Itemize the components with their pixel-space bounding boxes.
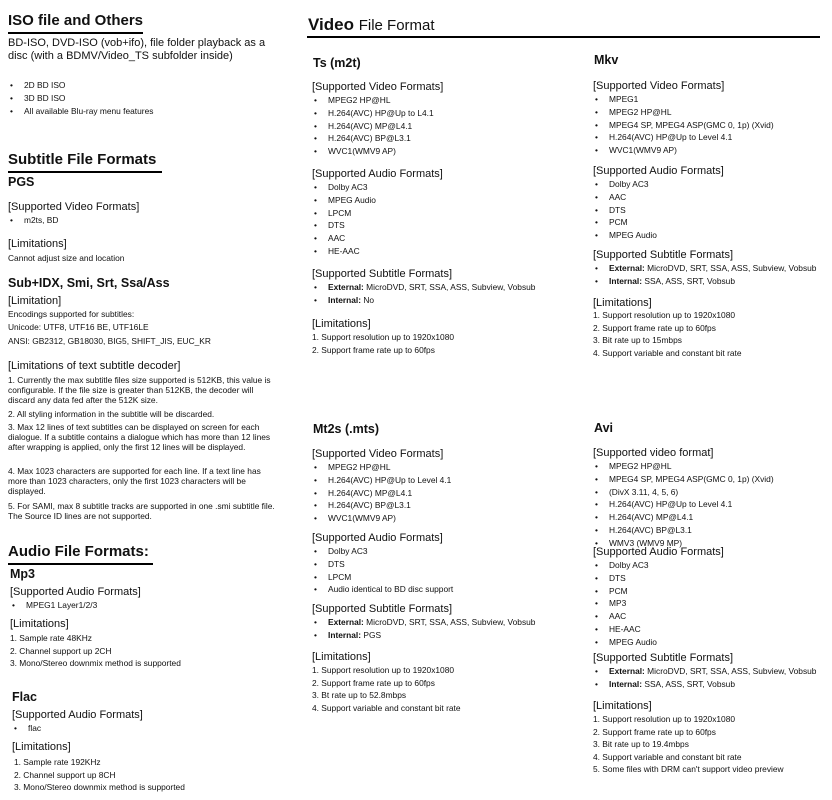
- mkv-video-list: [595, 93, 774, 157]
- list-item: 5. Some files with DRM can't support video preview: [593, 764, 784, 775]
- subtitle-note: 1. Currently the max subtitle files size supported is 512KB, this value is configurable. If the file size is greater than 512KB, the decoder will discard any data fed after the 512K size.: [8, 375, 271, 406]
- list-item: • AAC: [314, 232, 376, 245]
- list-item: 4. Support variable and constant bit rate: [593, 347, 742, 358]
- ts-audio-label: [Supported Audio Formats]: [312, 168, 443, 180]
- list-item: • External: MicroDVD, SRT, SSA, ASS, Subview, Vobsub: [314, 281, 535, 294]
- ts-video-list: [314, 94, 434, 158]
- list-item: • MPEG Audio: [595, 229, 657, 242]
- list-item: • PCM: [595, 216, 657, 229]
- subtitle-title: Subtitle File Formats: [8, 151, 156, 169]
- list-item: • DTS: [595, 204, 657, 217]
- list-item: • Internal: No: [314, 294, 535, 307]
- list-item: • H.264(AVC) HP@Up to Level 4.1: [595, 498, 774, 511]
- mkv-subtitle-list: [595, 262, 816, 288]
- list-item: 1. Sample rate 192KHz: [14, 757, 101, 767]
- list-item: • H.264(AVC) BP@L3.1: [314, 132, 434, 145]
- video-title-rule: [307, 36, 820, 38]
- mt2s-video-list: [314, 461, 451, 525]
- mp3-heading: Mp3: [10, 567, 35, 581]
- ts-subtitle-list: [314, 281, 535, 307]
- enc-intro: Encodings supported for subtitles:: [8, 309, 135, 319]
- list-item: • MPEG2 HP@HL: [314, 461, 451, 474]
- mt2s-video-label: [Supported Video Formats]: [312, 448, 444, 460]
- list-item: • Dolby AC3: [595, 559, 657, 572]
- list-item: • H.264(AVC) HP@Up to Level 4.1: [314, 474, 451, 487]
- list-item: • MPEG1 Layer1/2/3: [12, 599, 97, 612]
- pgs-video-list: [10, 214, 58, 227]
- list-item: • MPEG1: [595, 93, 774, 106]
- mp3-limitations-label: [Limitations]: [10, 618, 69, 630]
- ts-audio-list: [314, 181, 376, 258]
- list-item: 1. Support resolution up to 1920x1080: [312, 332, 455, 342]
- list-item: • m2ts, BD: [10, 214, 58, 227]
- text-limit-label: [Limitations of text subtitle decoder]: [8, 360, 181, 372]
- list-item: • MPEG2 HP@HL: [595, 106, 774, 119]
- avi-video-label: [Supported video format]: [593, 447, 714, 459]
- list-item: • MPEG2 HP@HL: [595, 460, 774, 473]
- avi-subtitle-list: [595, 665, 816, 691]
- iso-list: [10, 79, 153, 117]
- mt2s-limitations-list: [312, 664, 461, 714]
- list-item: 1. Support resolution up to 1920x1080: [593, 714, 736, 724]
- list-item: • H.264(AVC) HP@Up to Level 4.1: [595, 131, 774, 144]
- list-item: • External: MicroDVD, SRT, SSA, ASS, Subview, Vobsub: [595, 665, 816, 678]
- mt2s-audio-list: [314, 545, 453, 596]
- audio-title: Audio File Formats:: [8, 543, 149, 561]
- list-item: • Audio identical to BD disc support: [314, 583, 453, 596]
- subtitle-note: 2. All styling information in the subtitle will be discarded.: [8, 409, 215, 419]
- list-item: • WMV3 (WMV9 MP): [595, 537, 774, 550]
- list-item: 1. Support resolution up to 1920x1080: [312, 665, 455, 675]
- mp3-limitations-list: [10, 632, 181, 670]
- list-item: • LPCM: [314, 571, 453, 584]
- iso-title: ISO file and Others: [8, 12, 143, 30]
- mt2s-subtitle-list: [314, 616, 535, 642]
- list-item: • MPEG4 SP, MPEG4 ASP(GMC 0, 1p) (Xvid): [595, 473, 774, 486]
- list-item: • MPEG2 HP@HL: [314, 94, 434, 107]
- list-item: • Internal: PGS: [314, 629, 535, 642]
- list-item: • WVC1(WMV9 AP): [314, 145, 434, 158]
- list-item: 2. Channel support up 8CH: [14, 769, 116, 780]
- enc-ansi: ANSI: GB2312, GB18030, BIG5, SHIFT_JIS, EUC_KR: [8, 336, 211, 346]
- list-item: 4. Support variable and constant bit rate: [312, 702, 461, 713]
- list-item: 4. Support variable and constant bit rate: [593, 751, 742, 762]
- mp3-supported-label: [Supported Audio Formats]: [10, 586, 141, 598]
- avi-limitations-list: [593, 713, 784, 776]
- list-item: • MPEG Audio: [595, 636, 657, 649]
- mkv-heading: Mkv: [594, 53, 619, 67]
- list-item: • H.264(AVC) MP@L4.1: [595, 511, 774, 524]
- subtitle-note: 5. For SAMI, max 8 subtitle tracks are supported in one .smi subtitle file. The Source ID lines are not supported.: [8, 501, 275, 522]
- avi-video-list: [595, 460, 774, 550]
- list-item: • Dolby AC3: [314, 545, 453, 558]
- list-item: • HE-AAC: [314, 245, 376, 258]
- mkv-limitations-list: [593, 309, 742, 359]
- list-item: 2. Support frame rate up to 60fps: [593, 322, 716, 333]
- list-item: • 3D BD ISO: [10, 92, 153, 105]
- mp3-format-list: [12, 599, 97, 612]
- list-item: • H.264(AVC) BP@L3.1: [314, 499, 451, 512]
- avi-subtitle-label: [Supported Subtitle Formats]: [593, 652, 734, 664]
- ts-limitations-label: [Limitations]: [312, 318, 371, 330]
- mkv-limitations-label: [Limitations]: [593, 297, 652, 309]
- avi-limitations-label: [Limitations]: [593, 700, 652, 712]
- list-item: • Internal: SSA, ASS, SRT, Vobsub: [595, 678, 816, 691]
- mt2s-subtitle-label: [Supported Subtitle Formats]: [312, 603, 453, 615]
- list-item: • MP3: [595, 597, 657, 610]
- list-item: • Dolby AC3: [314, 181, 376, 194]
- mkv-subtitle-label: [Supported Subtitle Formats]: [593, 249, 734, 261]
- list-item: • PCM: [595, 585, 657, 598]
- iso-intro: BD-ISO, DVD-ISO (vob+ifo), file folder playback as a disc (with a BDMV/Video_TS subfolder inside): [8, 37, 266, 62]
- list-item: • Internal: SSA, ASS, SRT, Vobsub: [595, 275, 816, 288]
- sub-limitation-label: [Limitation]: [8, 295, 62, 307]
- flac-heading: Flac: [12, 690, 38, 704]
- list-item: • H.264(AVC) HP@Up to L4.1: [314, 107, 434, 120]
- list-item: 2. Support frame rate up to 60fps: [312, 344, 435, 355]
- pgs-heading: PGS: [8, 175, 35, 189]
- list-item: • WVC1(WMV9 AP): [314, 512, 451, 525]
- list-item: • 2D BD ISO: [10, 79, 153, 92]
- flac-limitations-label: [Limitations]: [12, 741, 71, 753]
- list-item: • H.264(AVC) MP@L4.1: [314, 487, 451, 500]
- list-item: • DTS: [314, 558, 453, 571]
- list-item: 2. Support frame rate up to 60fps: [312, 677, 435, 688]
- list-item: • HE-AAC: [595, 623, 657, 636]
- list-item: 3. Mono/Stereo downmix method is supported: [10, 658, 181, 669]
- ts-limitations-list: [312, 331, 454, 356]
- list-item: 1. Support resolution up to 1920x1080: [593, 310, 736, 320]
- mt2s-audio-label: [Supported Audio Formats]: [312, 532, 443, 544]
- list-item: • LPCM: [314, 207, 376, 220]
- mkv-audio-label: [Supported Audio Formats]: [593, 165, 724, 177]
- list-item: • (DivX 3.11, 4, 5, 6): [595, 486, 774, 499]
- list-item: 1. Sample rate 48KHz: [10, 633, 92, 643]
- list-item: • MPEG Audio: [314, 194, 376, 207]
- ts-subtitle-label: [Supported Subtitle Formats]: [312, 268, 453, 280]
- flac-limitations-list: [14, 756, 185, 794]
- mkv-video-label: [Supported Video Formats]: [593, 80, 725, 92]
- list-item: • AAC: [595, 610, 657, 623]
- ts-video-label: [Supported Video Formats]: [312, 81, 444, 93]
- list-item: • External: MicroDVD, SRT, SSA, ASS, Subview, Vobsub: [314, 616, 535, 629]
- list-item: 3. Bit rate up to 19.4mbps: [593, 739, 689, 750]
- ts-heading: Ts (m2t): [313, 56, 361, 70]
- avi-audio-label: [Supported Audio Formats]: [593, 546, 724, 558]
- subtitle-note: 3. Max 12 lines of text subtitles can be displayed on screen for each dialogue. If a subtitle contains a dialogue which has more than 12 lines after wrapping is applied, only the first 12 lines will be displayed.: [8, 422, 271, 453]
- list-item: • DTS: [314, 219, 376, 232]
- list-item: • H.264(AVC) BP@L3.1: [595, 524, 774, 537]
- mt2s-limitations-label: [Limitations]: [312, 651, 371, 663]
- pgs-video-label: [Supported Video Formats]: [8, 201, 140, 213]
- mkv-audio-list: [595, 178, 657, 242]
- list-item: • External: MicroDVD, SRT, SSA, ASS, Subview, Vobsub: [595, 262, 816, 275]
- subtitle-note: 4. Max 1023 characters are supported for each line. If a text line has more than 1023 characters, only the first 1023 characters will be displayed.: [8, 466, 261, 497]
- list-item: • WVC1(WMV9 AP): [595, 144, 774, 157]
- flac-format-list: [14, 722, 41, 735]
- avi-audio-list: [595, 559, 657, 649]
- list-item: • All available Blu-ray menu features: [10, 105, 153, 118]
- list-item: 2. Channel support up 2CH: [10, 645, 112, 656]
- list-item: 3. Bt rate up to 52.8mbps: [312, 690, 407, 701]
- list-item: 3. Bit rate up to 15mbps: [593, 335, 682, 346]
- pgs-limitations-label: [Limitations]: [8, 238, 67, 250]
- list-item: • flac: [14, 722, 41, 735]
- enc-unicode: Unicode: UTF8, UTF16 BE, UTF16LE: [8, 322, 149, 332]
- sub-heading: Sub+IDX, Smi, Srt, Ssa/Ass: [8, 276, 170, 290]
- list-item: • DTS: [595, 572, 657, 585]
- avi-heading: Avi: [594, 421, 613, 435]
- list-item: • AAC: [595, 191, 657, 204]
- video-title: Video File Format: [308, 15, 435, 34]
- list-item: • MPEG4 SP, MPEG4 ASP(GMC 0, 1p) (Xvid): [595, 119, 774, 132]
- list-item: • H.264(AVC) MP@L4.1: [314, 120, 434, 133]
- list-item: 3. Mono/Stereo downmix method is supported: [14, 782, 185, 793]
- flac-supported-label: [Supported Audio Formats]: [12, 709, 143, 721]
- mt2s-heading: Mt2s (.mts): [313, 422, 379, 436]
- list-item: 2. Support frame rate up to 60fps: [593, 726, 716, 737]
- pgs-limitations-text: Cannot adjust size and location: [8, 253, 125, 263]
- list-item: • Dolby AC3: [595, 178, 657, 191]
